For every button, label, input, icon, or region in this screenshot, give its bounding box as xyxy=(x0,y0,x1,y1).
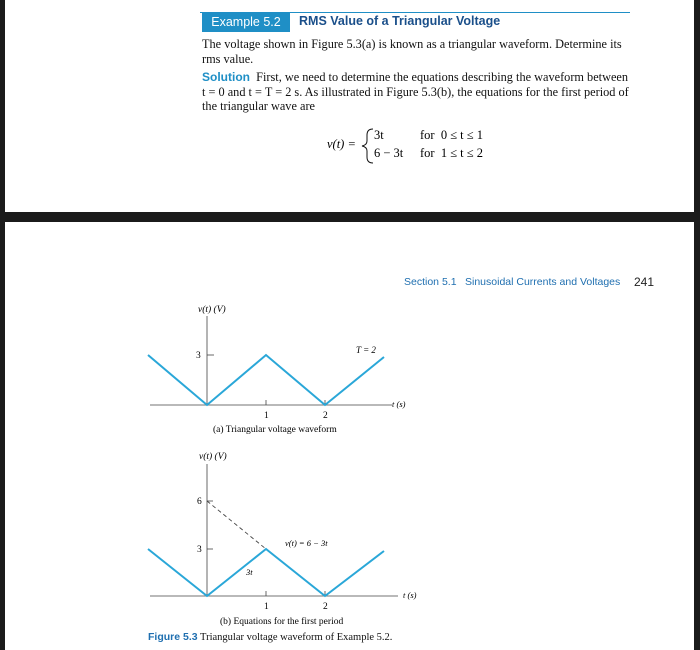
figure-caption xyxy=(148,631,392,643)
example-label: Example 5.2 xyxy=(202,12,290,32)
example-title: RMS Value of a Triangular Voltage xyxy=(299,14,501,28)
figure-b-ytick-label-6: 6 xyxy=(197,497,202,507)
figure-caption-text: Triangular voltage waveform of Example 5.2. xyxy=(200,632,393,643)
piecewise-equation xyxy=(0,122,700,172)
problem-statement xyxy=(202,37,634,66)
figure-b-xtick-label-2: 2 xyxy=(323,602,328,612)
figure-a-triangular-waveform xyxy=(0,298,700,438)
figure-a-ytick-label: 3 xyxy=(196,351,201,361)
page-number: 241 xyxy=(634,275,655,289)
figure-a-waveform xyxy=(148,355,384,405)
figure-caption-label: Figure 5.3 xyxy=(148,631,198,643)
page-separator xyxy=(0,212,700,222)
section-title: Sinusoidal Currents and Voltages xyxy=(465,276,621,288)
figure-b-waveform xyxy=(148,549,384,596)
equation-case2-expr: 6 − 3t xyxy=(374,146,404,160)
figure-a-ylabel: v(t) (V) xyxy=(198,305,226,315)
equation-case1-expr: 3t xyxy=(374,128,384,142)
figure-b-ylabel: v(t) (V) xyxy=(199,452,227,462)
figure-b-period-equations xyxy=(0,445,700,630)
figure-a-caption: (a) Triangular voltage waveform xyxy=(213,425,337,435)
equation-case1-cond: for 0 ≤ t ≤ 1 xyxy=(420,128,484,142)
right-border-top xyxy=(694,0,700,212)
figure-a-xtick-label-1: 1 xyxy=(264,411,269,421)
figure-b-caption: (b) Equations for the first period xyxy=(220,617,344,627)
section-number: Section 5.1 xyxy=(404,276,457,288)
solution-label: Solution xyxy=(202,70,250,84)
solution-text: First, we need to determine the equations describing the waveform between t = 0 and t = T = 2 s. As illustrated in Figure 5.3(b), the equations for the first period of the triangular wave are xyxy=(202,70,629,113)
figure-a-period-label: T = 2 xyxy=(356,345,376,355)
figure-b-rising-label: 3t xyxy=(246,567,253,577)
solution-paragraph xyxy=(202,70,634,114)
equation-brace xyxy=(362,129,373,163)
figure-b-ytick-label-3: 3 xyxy=(197,545,202,555)
left-border-top xyxy=(0,0,5,212)
figure-b-xlabel: t (s) xyxy=(403,590,417,600)
figure-a-xtick-label-2: 2 xyxy=(323,411,328,421)
problem-text: The voltage shown in Figure 5.3(a) is known as a triangular waveform. Determine its rms value. xyxy=(202,37,622,66)
equation-case2-cond: for 1 ≤ t ≤ 2 xyxy=(420,146,484,160)
figure-b-dashed-extension xyxy=(207,501,266,549)
figure-b-xtick-label-1: 1 xyxy=(264,602,269,612)
equation-lhs: v(t) = xyxy=(327,137,356,151)
figure-a-xlabel: t (s) xyxy=(392,399,406,409)
figure-b-falling-label: v(t) = 6 − 3t xyxy=(285,538,328,548)
